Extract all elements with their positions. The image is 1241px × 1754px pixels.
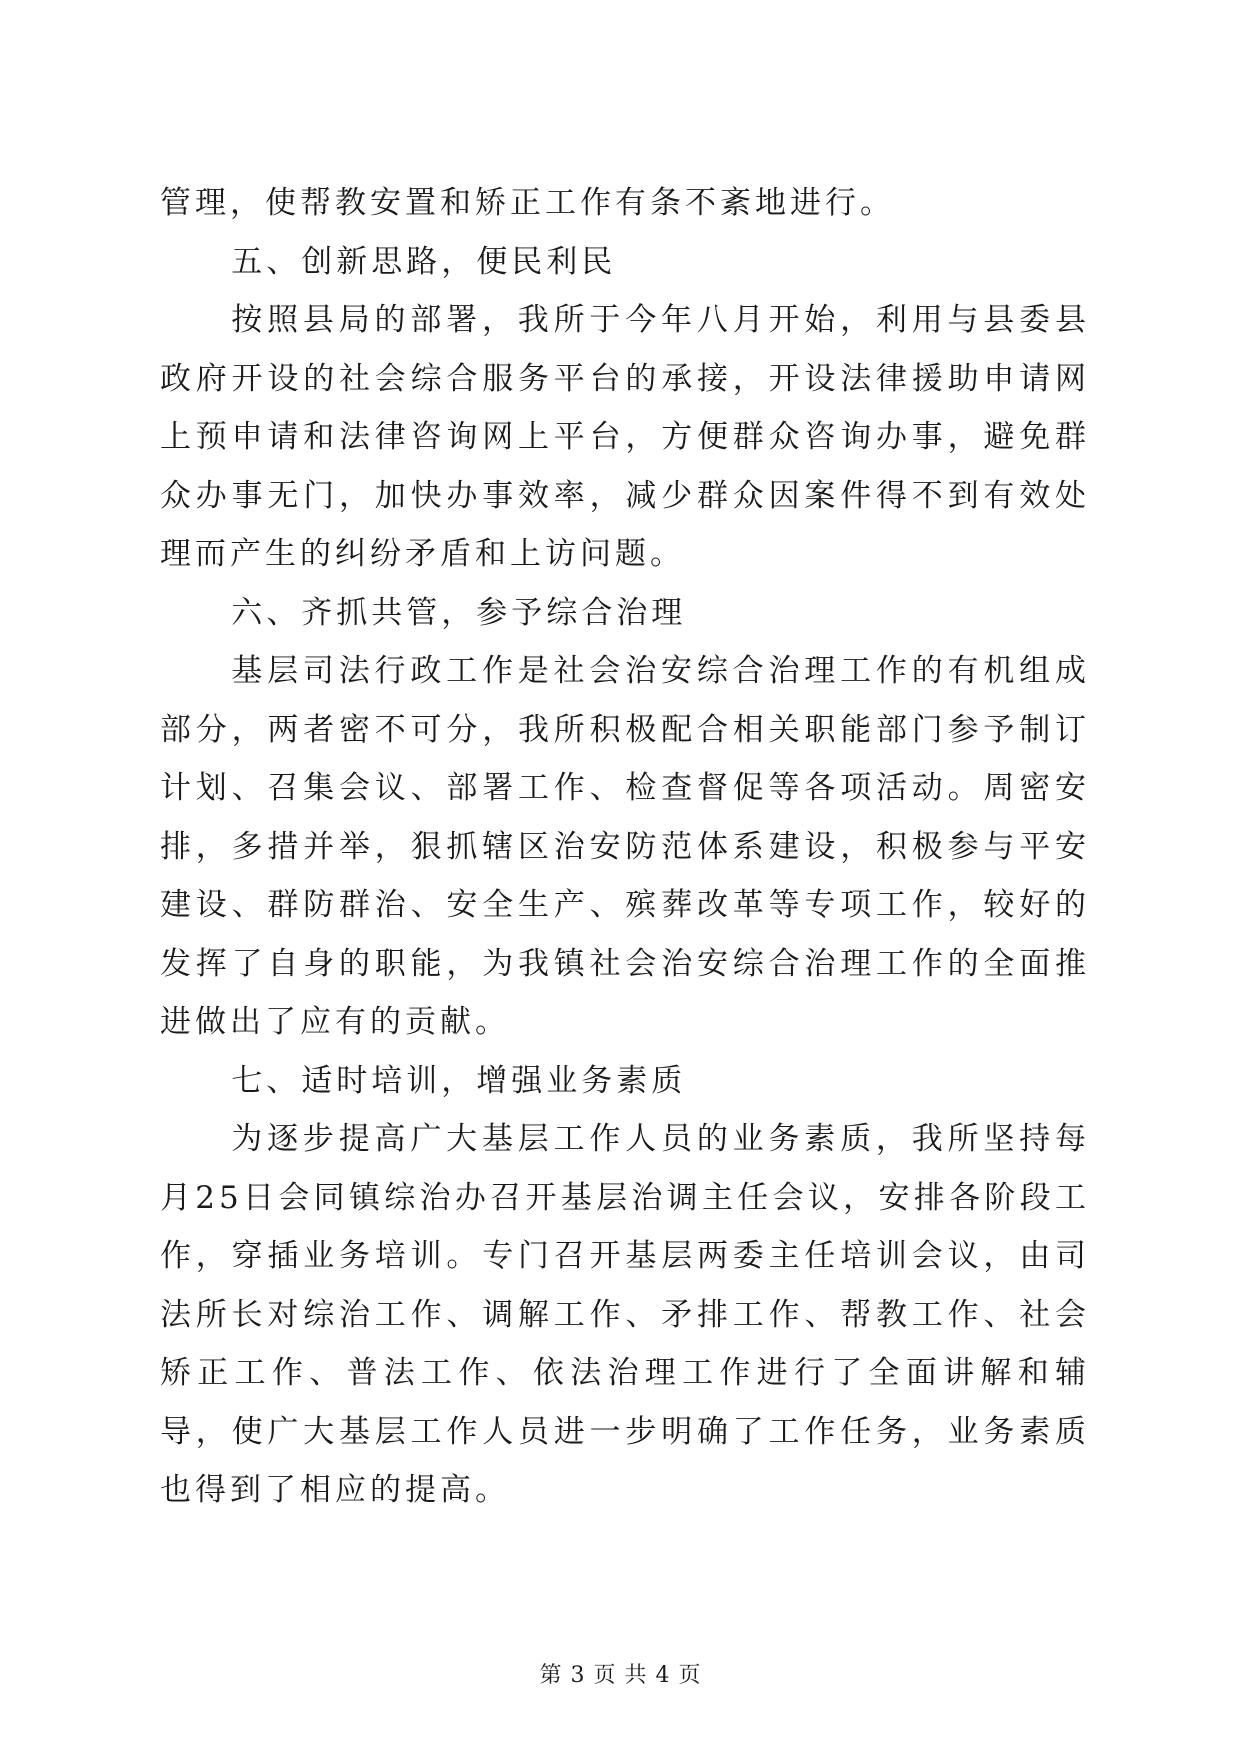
paragraph-section-5: 按照县局的部署，我所于今年八月开始，利用与县委县政府开设的社会综合服务平台的承接，开设法律援助申请网上预申请和法律咨询网上平台，方便群众咨询办事，避免群众办事无门，加快办事效率，减少群众因案件得不到有效处理而产生的纠纷矛盾和上访问题。 — [160, 302, 1090, 572]
page-footer: 第 3 页 共 4 页 — [539, 1663, 702, 1688]
section-heading-5: 五、创新思路，便民利民 — [231, 243, 617, 280]
paragraph-section-6: 基层司法行政工作是社会治安综合治理工作的有机组成部分，两者密不可分，我所积极配合相关职能部门参予制订计划、召集会议、部署工作、检查督促等各项活动。周密安排，多措并举，狠抓辖区治安防范体系建设，积极参与平安建设、群防群治、安全生产、殡葬改革等专项工作，较好的发挥了自身的职能，为我镇社会治安综合治理工作的全面推进做出了应有的贡献。 — [160, 653, 1090, 1040]
paragraph-continuation: 管理，使帮教安置和矫正工作有条不紊地进行。 — [160, 185, 895, 221]
section-heading-7: 七、适时培训，增强业务素质 — [231, 1062, 687, 1099]
paragraph-section-7: 为逐步提高广大基层工作人员的业务素质，我所坚持每月25日会同镇综治办召开基层治调主任会议，安排各阶段工作，穿插业务培训。专门召开基层两委主任培训会议，由司法所长对综治工作、调解工作、矛排工作、帮教工作、社会矫正工作、普法工作、依法治理工作进行了全面讲解和辅导，使广大基层工作人员进一步明确了工作任务，业务素质也得到了相应的提高。 — [160, 1121, 1090, 1508]
document-body — [160, 174, 1090, 1520]
section-heading-6: 六、齐抓共管，参予综合治理 — [231, 594, 687, 631]
